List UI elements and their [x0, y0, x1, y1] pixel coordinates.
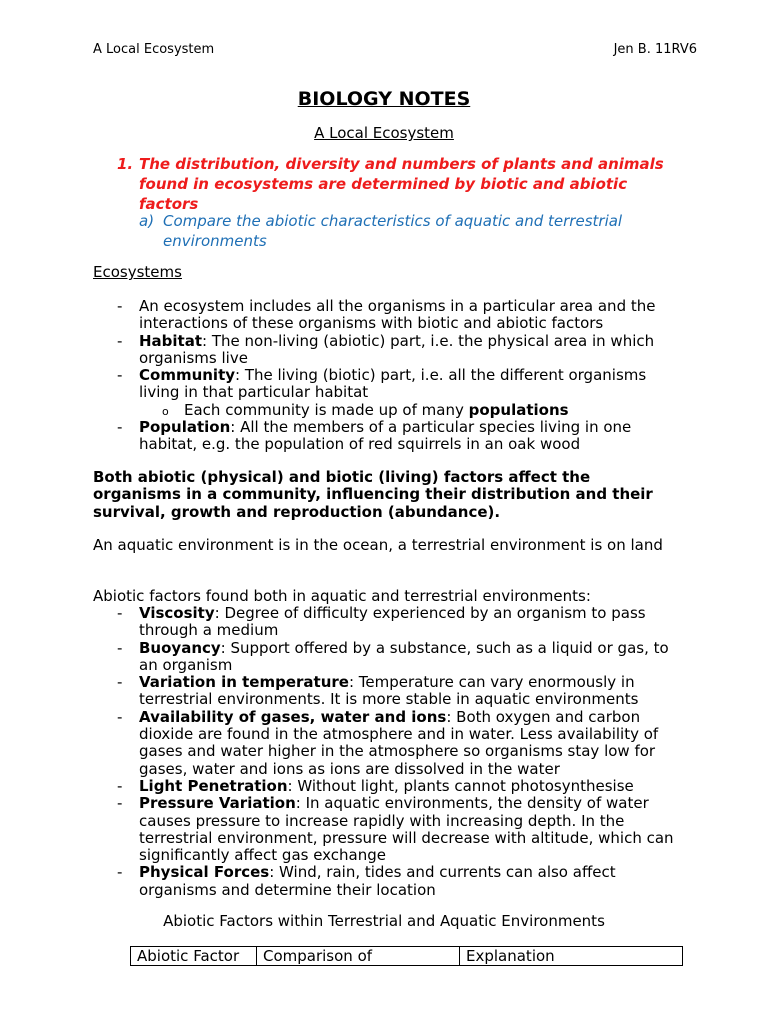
syllabus-outcome [117, 154, 677, 214]
dash-bullet: - [117, 638, 123, 657]
dash-bullet: - [117, 673, 123, 692]
page-subtitle: A Local Ecosystem [314, 124, 454, 142]
abiotic-intro: Abiotic factors found both in aquatic and terrestrial environments: [93, 587, 591, 605]
dash-bullet: - [117, 418, 123, 437]
page-header [93, 42, 697, 60]
list-item-text: : In aquatic environments, the density of water causes pressure to increase rapidly with increasing depth. In the terrestrial environment, pressure will decrease with altitude, which can significantly affect gas exchange [139, 794, 674, 865]
abiotic-factors-table [130, 946, 683, 966]
outcome-text: The distribution, diversity and numbers of plants and animals found in ecosystems are determined by biotic and abiotic factors [139, 155, 664, 213]
factors-summary-paragraph: Both abiotic (physical) and biotic (living) factors affect the organisms in a community, influencing their distribution and their survival, growth and reproduction (abundance). [93, 468, 653, 521]
sub-outcome-number: a) [139, 212, 155, 230]
outcome-number: 1. [117, 155, 134, 173]
list-item-term: Variation in temperature [139, 673, 349, 692]
table-header-row [131, 947, 683, 966]
list-item [117, 795, 687, 864]
sub-list-item [117, 402, 687, 419]
sub-outcome-text: Compare the abiotic characteristics of aquatic and terrestrial environments [163, 212, 623, 250]
list-item-term: Light Penetration [139, 776, 288, 795]
ecosystems-heading: Ecosystems [93, 263, 182, 281]
list-item-text: An ecosystem includes all the organisms in a particular area and the interactions of these organisms with biotic and abiotic factors [139, 297, 656, 333]
list-item [117, 709, 687, 778]
list-item [117, 778, 687, 795]
dash-bullet: - [117, 297, 123, 315]
list-item-term: Community [139, 366, 236, 385]
environment-paragraph: An aquatic environment is in the ocean, a terrestrial environment is on land [93, 536, 663, 554]
list-item [117, 605, 687, 640]
table-header-cell: Comparison of [257, 947, 460, 966]
circle-bullet: o [162, 404, 169, 418]
list-item [117, 333, 687, 368]
sub-list-item-term: populations [468, 400, 569, 419]
list-item [117, 674, 687, 709]
list-item [117, 864, 687, 899]
list-item-term: Physical Forces [139, 863, 270, 882]
dash-bullet: - [117, 707, 123, 726]
abiotic-factors-list [117, 605, 687, 899]
page-title: BIOLOGY NOTES [297, 88, 471, 110]
dash-bullet: - [117, 776, 123, 795]
list-item-term: Pressure Variation [139, 794, 296, 813]
list-item-text: : Without light, plants cannot photosynthesise [287, 776, 634, 795]
syllabus-sub-outcome [139, 211, 659, 251]
list-item [117, 419, 687, 454]
ecosystems-list [117, 298, 687, 454]
table-header-cell: Explanation [460, 947, 683, 966]
table-header-cell: Abiotic Factor [131, 947, 257, 966]
list-item-text: : All the members of a particular species living in one habitat, e.g. the population of red squirrels in an oak wood [139, 418, 632, 454]
header-topic: A Local Ecosystem [93, 42, 215, 57]
list-item [117, 640, 687, 675]
sub-list-item-text: Each community is made up of many [184, 400, 469, 419]
dash-bullet: - [117, 863, 123, 882]
dash-bullet: - [117, 794, 123, 813]
dash-bullet: - [117, 604, 123, 622]
list-item [117, 367, 687, 402]
list-item-text: : Support offered by a substance, such as a liquid or gas, to an organism [139, 638, 669, 674]
list-item-term: Habitat [139, 331, 203, 350]
list-item-term: Viscosity [139, 604, 215, 622]
header-author: Jen B. 11RV6 [613, 42, 697, 57]
dash-bullet: - [117, 366, 123, 385]
dash-bullet: - [117, 331, 123, 350]
list-item-term: Availability of gases, water and ions [139, 707, 447, 726]
list-item-text: : The living (biotic) part, i.e. all the different organisms living in that particular habitat [139, 366, 647, 402]
list-item [117, 298, 687, 333]
list-item-term: Buoyancy [139, 638, 221, 657]
list-item-term: Population [139, 418, 231, 437]
list-item-text: : Both oxygen and carbon dioxide are found in the atmosphere and in water. Less availability of gases and water higher in the atmosphere so organisms stay low for gases, water and ions as ions are dissolved in the water [139, 707, 659, 778]
list-item-text: : Wind, rain, tides and currents can also affect organisms and determine their location [139, 863, 616, 899]
list-item-text: : Degree of difficulty experienced by an organism to pass through a medium [139, 604, 646, 640]
table-caption: Abiotic Factors within Terrestrial and Aquatic Environments [163, 912, 605, 930]
list-item-text: : The non-living (abiotic) part, i.e. the physical area in which organisms live [139, 331, 655, 367]
list-item-text: : Temperature can vary enormously in terrestrial environments. It is more stable in aquatic environments [139, 673, 639, 709]
